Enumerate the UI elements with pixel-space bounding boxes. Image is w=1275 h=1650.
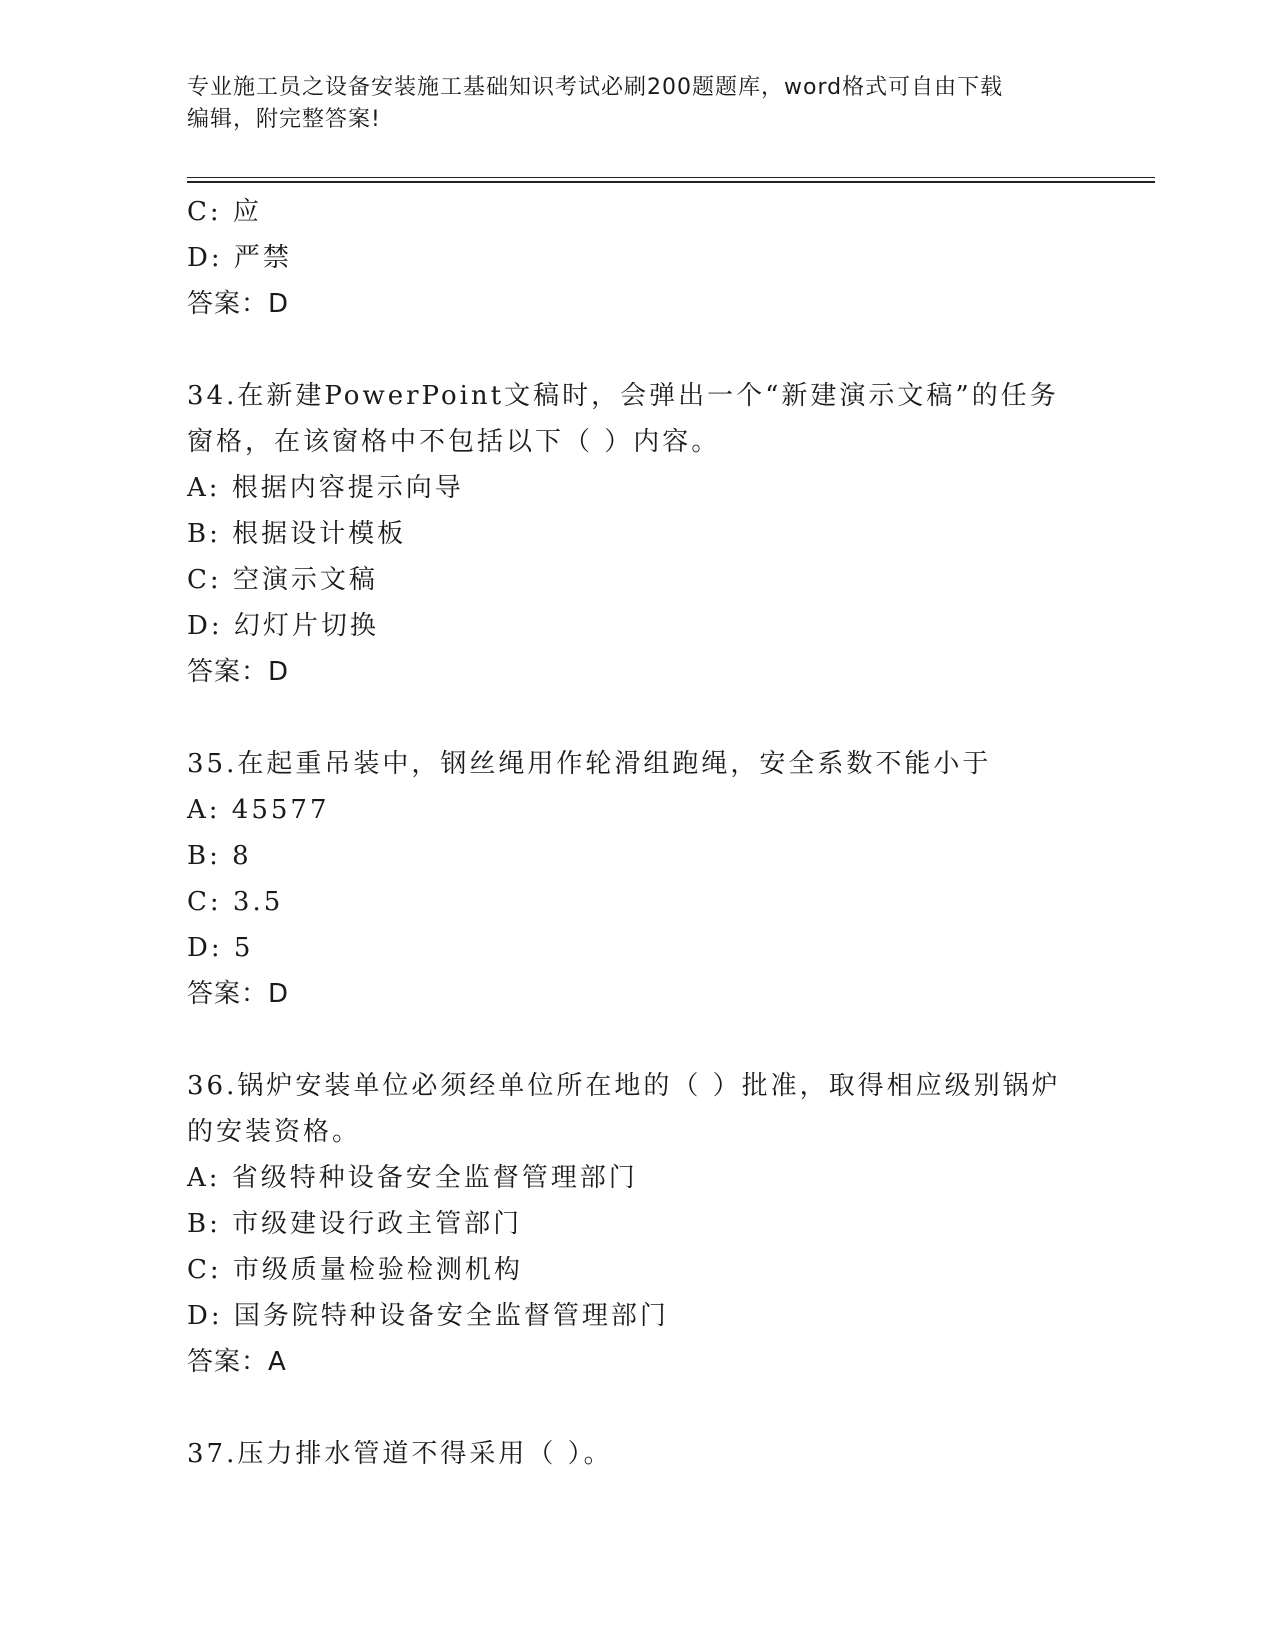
answer-line: 答案：D: [187, 979, 290, 1009]
option-a: A: 省级特种设备安全监督管理部门: [187, 1163, 638, 1193]
question-stem: 34.在新建PowerPoint文稿时，会弹出一个“新建演示文稿”的任务: [187, 381, 1059, 411]
answer-line: 答案：A: [187, 1347, 287, 1377]
question-stem: 的安装资格。: [187, 1117, 362, 1147]
header-line-2: 编辑，附完整答案!: [187, 107, 381, 132]
option-c: C: 空演示文稿: [187, 565, 378, 595]
option-c: C: 3.5: [187, 887, 284, 917]
option-a: A: 根据内容提示向导: [187, 473, 464, 503]
option-c: C: 应: [187, 197, 262, 227]
document-header: [187, 72, 1087, 136]
option-b: B: 市级建设行政主管部门: [187, 1209, 523, 1239]
question-stem: 窗格，在该窗格中不包括以下（ ）内容。: [187, 427, 721, 457]
question-stem: 35.在起重吊装中，钢丝绳用作轮滑组跑绳，安全系数不能小于: [187, 749, 992, 779]
header-divider-thick: [187, 181, 1155, 183]
option-d: D: 5: [187, 933, 254, 963]
question-stem: 37.压力排水管道不得采用（ ）。: [187, 1439, 613, 1469]
question-content: [187, 189, 1087, 1477]
question-stem: 36.锅炉安装单位必须经单位所在地的（ ）批准，取得相应级别锅炉: [187, 1071, 1061, 1101]
option-d: D: 幻灯片切换: [187, 611, 379, 641]
option-a: A: 45577: [187, 795, 330, 825]
option-c: C: 市级质量检验检测机构: [187, 1255, 523, 1285]
header-line-1: 专业施工员之设备安装施工基础知识考试必刷200题题库，word格式可自由下载: [187, 75, 1004, 100]
answer-line: 答案：D: [187, 289, 290, 319]
option-d: D: 国务院特种设备安全监督管理部门: [187, 1301, 669, 1331]
option-d: D: 严禁: [187, 243, 292, 273]
option-b: B: 根据设计模板: [187, 519, 407, 549]
option-b: B: 8: [187, 841, 252, 871]
answer-line: 答案：D: [187, 657, 290, 687]
header-divider: [187, 177, 1155, 178]
